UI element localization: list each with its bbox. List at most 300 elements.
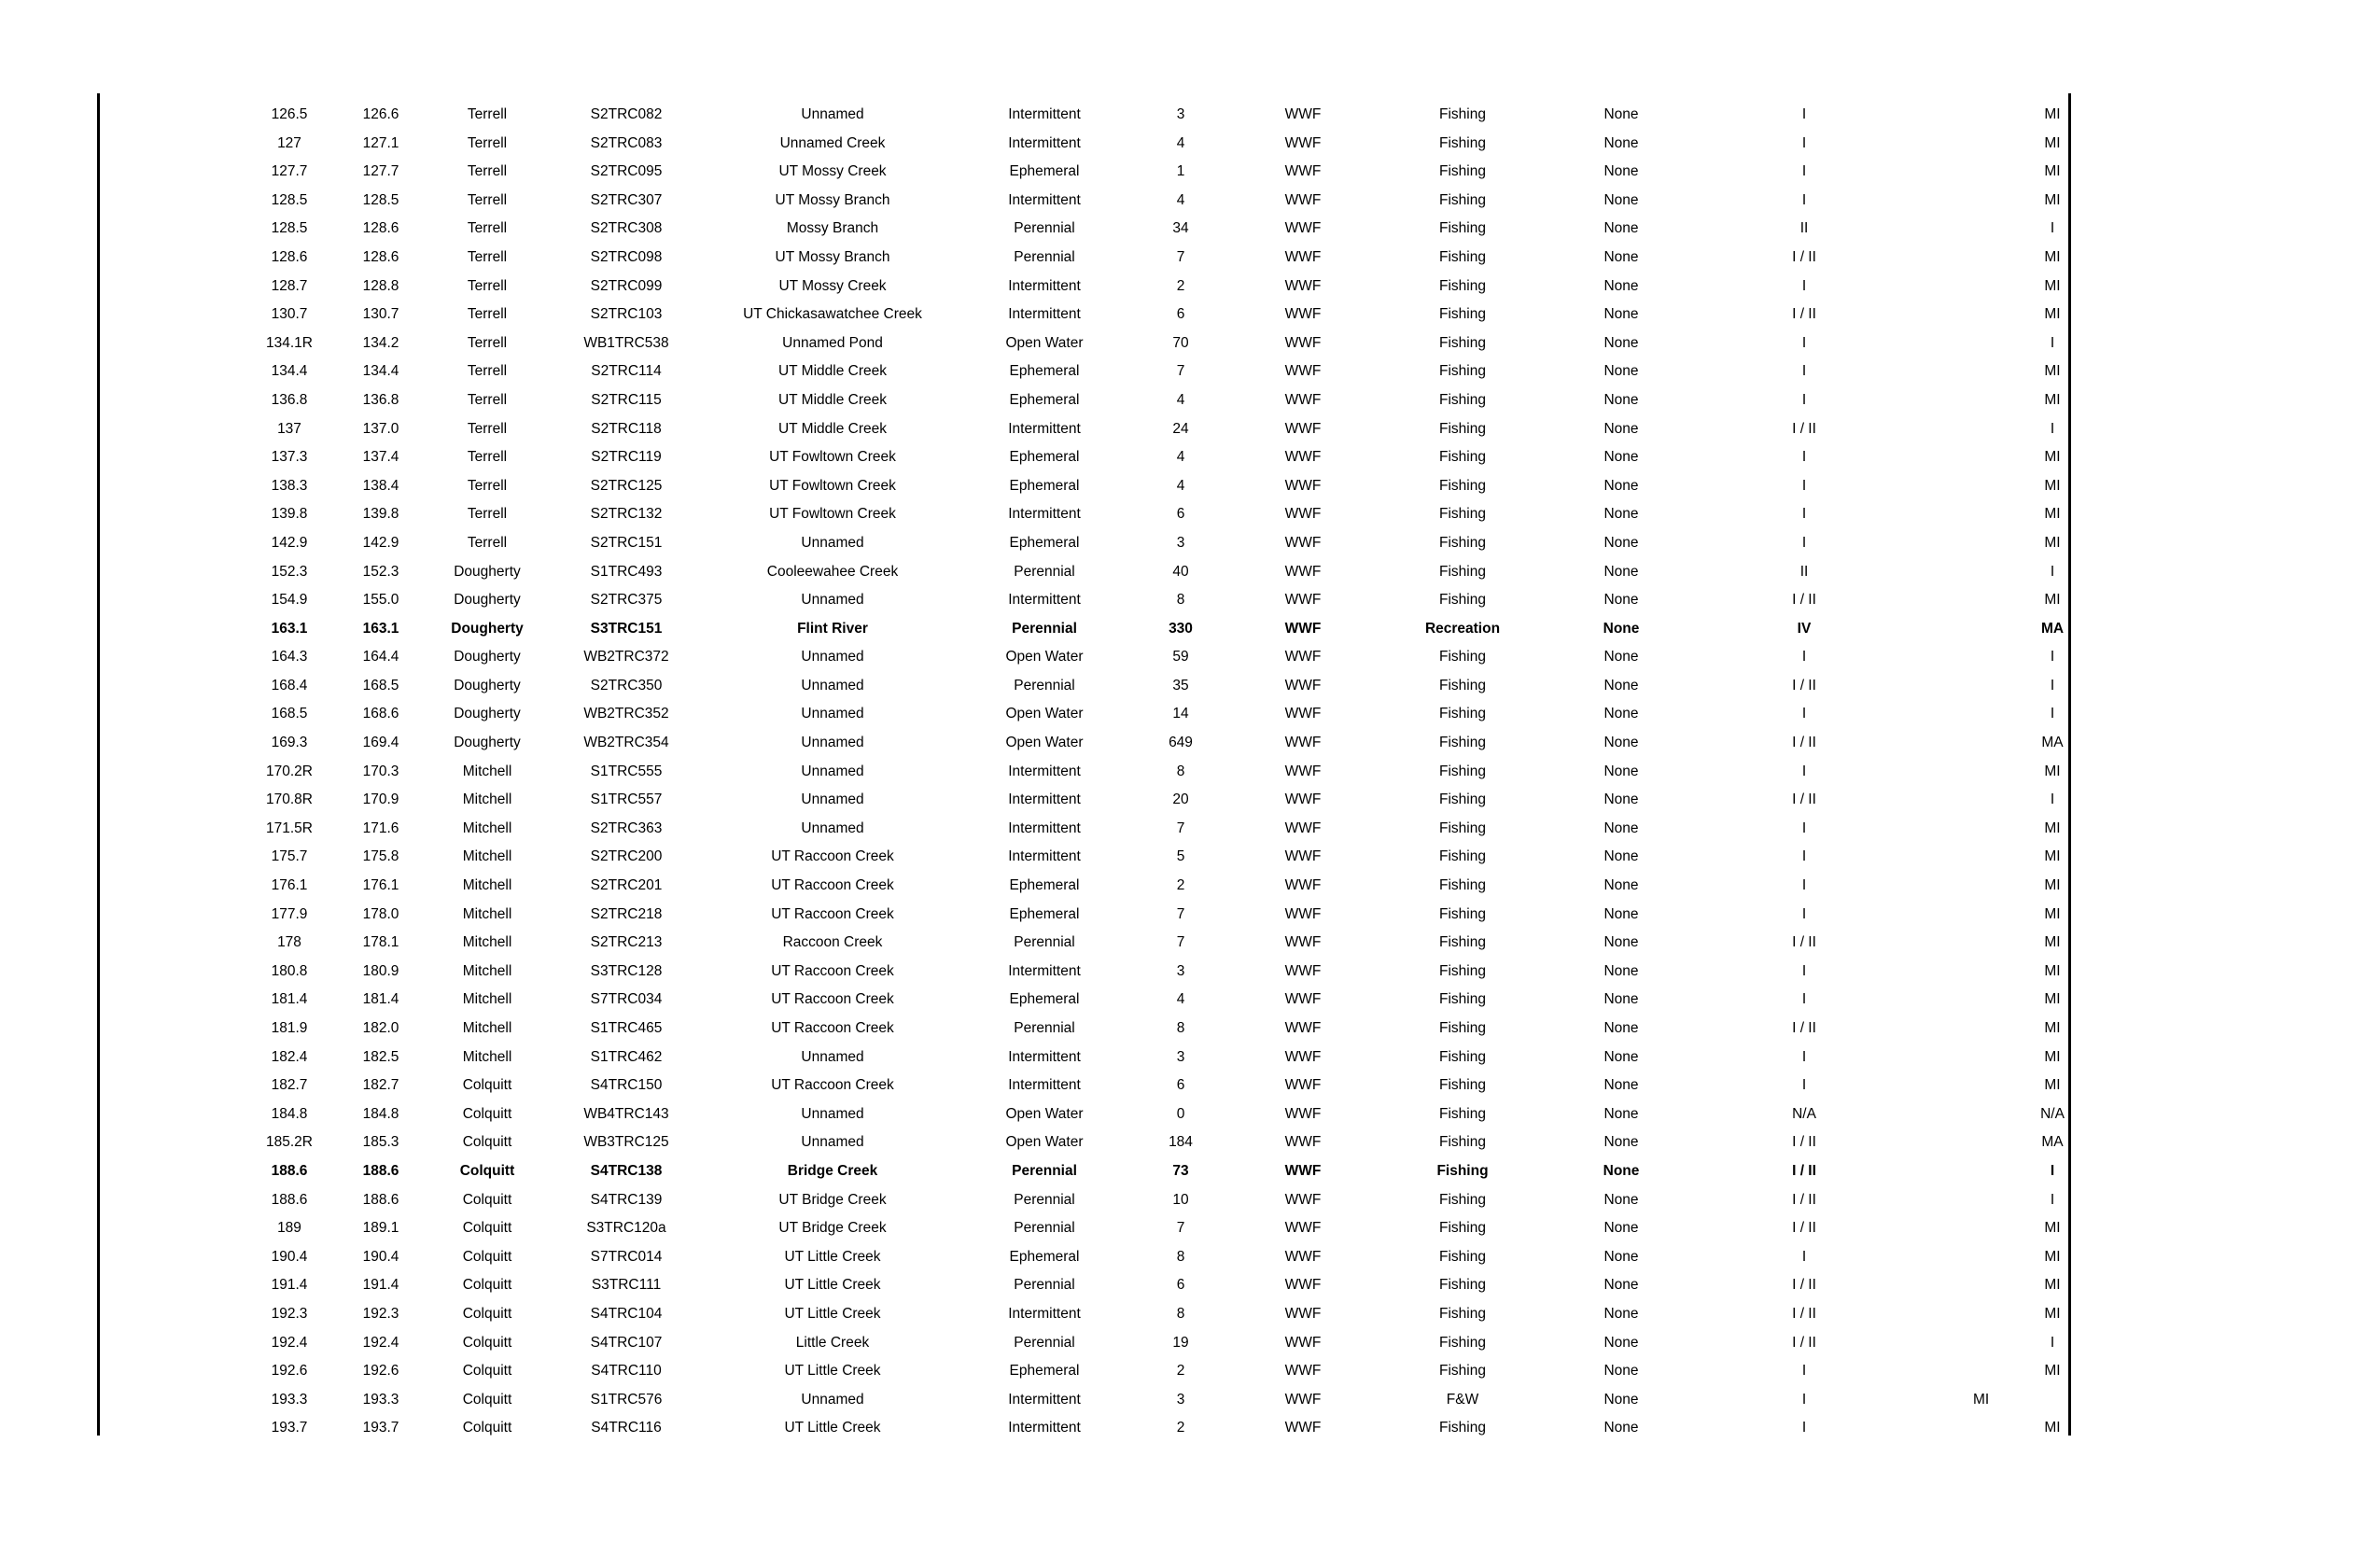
cell-impairment: None (1603, 134, 1639, 151)
cell-classification: WWF (1284, 306, 1322, 323)
cell-col_b: 142.9 (362, 534, 399, 551)
cell-impairment: None (1603, 735, 1639, 751)
cell-segment_id: S2TRC095 (590, 163, 663, 180)
cell-length: 2 (1176, 1420, 1185, 1436)
cell-stream_order: I (1801, 1420, 1807, 1436)
cell-stream_order: I (1801, 962, 1807, 979)
waterbody-segments-table (245, 101, 2188, 1443)
table-row (245, 529, 2188, 558)
cell-col_a: 127.7 (271, 163, 308, 180)
cell-col_a: 136.8 (271, 391, 308, 408)
cell-region_code: MI (2044, 163, 2061, 180)
cell-region_code: I (2050, 706, 2055, 722)
cell-classification: WWF (1284, 877, 1322, 894)
cell-impairment: None (1603, 962, 1639, 979)
cell-segment_id: S2TRC114 (591, 363, 662, 380)
cell-length: 184 (1169, 1134, 1193, 1151)
cell-region_code: N/A (2040, 1105, 2065, 1122)
table-row (245, 758, 2188, 787)
cell-county: Mitchell (462, 792, 512, 808)
cell-length: 3 (1176, 1391, 1185, 1408)
cell-col_b: 184.8 (362, 1105, 399, 1122)
cell-classification: WWF (1284, 248, 1322, 265)
cell-impairment: None (1603, 1305, 1639, 1322)
cell-segment_id: S4TRC150 (590, 1077, 663, 1094)
cell-flow_regime: Perennial (1012, 620, 1077, 637)
cell-designated_use: Fishing (1439, 763, 1486, 779)
cell-classification: WWF (1284, 1277, 1322, 1294)
cell-classification: WWF (1284, 1048, 1322, 1065)
cell-region_code: MA (2040, 620, 2065, 637)
cell-stream_order: I / II (1792, 248, 1816, 265)
cell-col_a: 192.4 (271, 1334, 308, 1351)
cell-impairment: None (1603, 534, 1639, 551)
cell-county: Dougherty (454, 592, 521, 609)
cell-col_b: 189.1 (362, 1220, 399, 1237)
cell-waterbody_name: UT Fowltown Creek (769, 477, 896, 494)
cell-length: 6 (1176, 1277, 1185, 1294)
cell-stream_order: I (1801, 334, 1807, 351)
cell-designated_use: Fishing (1439, 991, 1486, 1008)
cell-stream_order: IV (1797, 620, 1812, 637)
table-row (245, 586, 2188, 615)
cell-length: 8 (1176, 1020, 1185, 1036)
cell-classification: WWF (1284, 1162, 1322, 1179)
cell-classification: WWF (1284, 134, 1322, 151)
cell-col_b: 181.4 (362, 991, 399, 1008)
cell-waterbody_name: UT Fowltown Creek (769, 449, 896, 466)
cell-col_a: 130.7 (271, 306, 308, 323)
cell-flow_regime: Ephemeral (1009, 1248, 1080, 1265)
cell-col_b: 134.4 (362, 363, 399, 380)
cell-region_code: MI (1973, 1391, 1990, 1408)
cell-classification: WWF (1284, 449, 1322, 466)
cell-length: 6 (1176, 306, 1185, 323)
cell-classification: WWF (1284, 563, 1322, 580)
cell-col_a: 171.5R (266, 820, 313, 836)
cell-flow_regime: Intermittent (1008, 1305, 1081, 1322)
cell-segment_id: S1TRC493 (590, 563, 663, 580)
cell-col_a: 191.4 (271, 1277, 308, 1294)
table-row (245, 244, 2188, 273)
cell-waterbody_name: Cooleewahee Creek (766, 563, 899, 580)
table-row (245, 1015, 2188, 1044)
cell-col_a: 193.7 (271, 1420, 308, 1436)
cell-flow_regime: Intermittent (1008, 1391, 1081, 1408)
cell-stream_order: I / II (1792, 1162, 1816, 1179)
cell-impairment: None (1603, 706, 1639, 722)
cell-stream_order: I (1801, 820, 1807, 836)
cell-waterbody_name: UT Raccoon Creek (771, 848, 894, 865)
cell-impairment: None (1603, 848, 1639, 865)
cell-flow_regime: Open Water (1005, 1134, 1084, 1151)
cell-col_b: 192.6 (362, 1363, 399, 1380)
cell-designated_use: Recreation (1424, 620, 1501, 637)
cell-flow_regime: Intermittent (1008, 792, 1081, 808)
cell-county: Mitchell (462, 905, 512, 922)
cell-flow_regime: Intermittent (1008, 191, 1081, 208)
cell-stream_order: I (1801, 477, 1807, 494)
cell-classification: WWF (1284, 1077, 1322, 1094)
cell-col_a: 175.7 (271, 848, 308, 865)
cell-stream_order: I / II (1792, 306, 1816, 323)
cell-col_a: 176.1 (271, 877, 308, 894)
cell-classification: WWF (1284, 620, 1322, 637)
cell-classification: WWF (1284, 592, 1322, 609)
cell-flow_regime: Perennial (1014, 563, 1075, 580)
cell-classification: WWF (1284, 277, 1322, 294)
cell-length: 4 (1176, 191, 1185, 208)
cell-classification: WWF (1284, 1191, 1322, 1208)
cell-designated_use: Fishing (1439, 735, 1486, 751)
cell-length: 8 (1176, 1248, 1185, 1265)
cell-impairment: None (1603, 1020, 1639, 1036)
cell-region_code: MI (2044, 991, 2061, 1008)
cell-region_code: MI (2044, 248, 2061, 265)
cell-length: 7 (1176, 820, 1185, 836)
cell-col_a: 170.8R (266, 792, 313, 808)
cell-stream_order: I / II (1792, 934, 1816, 951)
cell-segment_id: S2TRC363 (590, 820, 663, 836)
cell-waterbody_name: UT Raccoon Creek (771, 991, 894, 1008)
table-row (245, 1414, 2188, 1443)
cell-col_a: 177.9 (271, 905, 308, 922)
cell-waterbody_name: Unnamed (801, 592, 864, 609)
cell-segment_id: S2TRC103 (590, 306, 663, 323)
cell-segment_id: S1TRC465 (590, 1020, 663, 1036)
table-row (245, 1128, 2188, 1157)
table-row (245, 615, 2188, 644)
cell-waterbody_name: Unnamed (801, 1134, 864, 1151)
cell-length: 4 (1176, 477, 1185, 494)
cell-designated_use: Fishing (1439, 1305, 1486, 1322)
cell-county: Mitchell (462, 991, 512, 1008)
cell-classification: WWF (1284, 391, 1322, 408)
cell-region_code: MI (2044, 277, 2061, 294)
table-row (245, 1044, 2188, 1072)
cell-county: Dougherty (454, 706, 521, 722)
cell-col_b: 168.6 (362, 706, 399, 722)
cell-stream_order: I (1801, 106, 1807, 122)
cell-waterbody_name: UT Bridge Creek (778, 1220, 887, 1237)
cell-region_code: MI (2044, 191, 2061, 208)
cell-waterbody_name: Unnamed (801, 677, 864, 693)
cell-col_b: 128.8 (362, 277, 399, 294)
cell-flow_regime: Intermittent (1008, 763, 1081, 779)
table-row (245, 1243, 2188, 1272)
cell-segment_id: S2TRC115 (591, 391, 662, 408)
cell-segment_id: S1TRC555 (590, 763, 663, 779)
cell-designated_use: Fishing (1439, 592, 1486, 609)
table-row (245, 1329, 2188, 1358)
cell-stream_order: I (1801, 534, 1807, 551)
cell-segment_id: S7TRC034 (590, 991, 663, 1008)
cell-designated_use: Fishing (1439, 820, 1486, 836)
cell-waterbody_name: UT Middle Creek (777, 420, 887, 437)
cell-designated_use: Fishing (1439, 363, 1486, 380)
cell-region_code: MI (2044, 306, 2061, 323)
cell-stream_order: I / II (1792, 1134, 1816, 1151)
cell-col_b: 180.9 (362, 962, 399, 979)
cell-length: 59 (1172, 649, 1189, 665)
cell-length: 6 (1176, 506, 1185, 523)
cell-region_code: MI (2044, 592, 2061, 609)
cell-region_code: I (2050, 1334, 2055, 1351)
cell-classification: WWF (1284, 1248, 1322, 1265)
cell-stream_order: II (1799, 220, 1809, 237)
cell-segment_id: S4TRC110 (591, 1363, 662, 1380)
cell-col_b: 134.2 (362, 334, 399, 351)
cell-col_a: 182.4 (271, 1048, 308, 1065)
cell-flow_regime: Intermittent (1008, 820, 1081, 836)
cell-designated_use: Fishing (1439, 106, 1486, 122)
cell-waterbody_name: Unnamed (801, 735, 864, 751)
cell-waterbody_name: Unnamed (801, 706, 864, 722)
cell-impairment: None (1603, 306, 1639, 323)
cell-impairment: None (1603, 334, 1639, 351)
cell-region_code: I (2050, 792, 2055, 808)
cell-col_b: 182.7 (362, 1077, 399, 1094)
cell-col_a: 128.7 (271, 277, 308, 294)
cell-flow_regime: Ephemeral (1009, 905, 1080, 922)
cell-segment_id: WB3TRC125 (583, 1134, 669, 1151)
cell-stream_order: I / II (1792, 1020, 1816, 1036)
cell-length: 19 (1172, 1334, 1189, 1351)
cell-designated_use: Fishing (1439, 248, 1486, 265)
cell-region_code: I (2050, 420, 2055, 437)
table-row (245, 1271, 2188, 1300)
cell-impairment: None (1603, 934, 1639, 951)
cell-stream_order: I / II (1792, 1191, 1816, 1208)
cell-designated_use: Fishing (1436, 1162, 1489, 1179)
cell-segment_id: WB2TRC352 (583, 706, 669, 722)
cell-col_b: 170.3 (362, 763, 399, 779)
cell-classification: WWF (1284, 106, 1322, 122)
cell-flow_regime: Open Water (1005, 334, 1084, 351)
cell-designated_use: Fishing (1439, 706, 1486, 722)
cell-county: Colquitt (462, 1363, 512, 1380)
cell-designated_use: Fishing (1439, 534, 1486, 551)
table-row (245, 1186, 2188, 1215)
cell-col_b: 191.4 (362, 1277, 399, 1294)
cell-stream_order: I / II (1792, 1277, 1816, 1294)
cell-col_b: 128.6 (362, 248, 399, 265)
cell-designated_use: Fishing (1439, 449, 1486, 466)
cell-stream_order: I / II (1792, 677, 1816, 693)
cell-flow_regime: Open Water (1005, 649, 1084, 665)
cell-col_b: 193.3 (362, 1391, 399, 1408)
cell-col_b: 171.6 (362, 820, 399, 836)
table-row (245, 500, 2188, 529)
cell-designated_use: Fishing (1439, 506, 1486, 523)
cell-segment_id: S3TRC111 (591, 1277, 662, 1294)
cell-county: Terrell (467, 477, 508, 494)
cell-col_a: 182.7 (271, 1077, 308, 1094)
cell-length: 8 (1176, 1305, 1185, 1322)
cell-impairment: None (1603, 191, 1639, 208)
cell-stream_order: I / II (1792, 592, 1816, 609)
cell-segment_id: S3TRC120a (586, 1220, 666, 1237)
cell-length: 5 (1176, 848, 1185, 865)
cell-region_code: MI (2044, 363, 2061, 380)
cell-waterbody_name: UT Raccoon Creek (771, 1020, 894, 1036)
cell-flow_regime: Ephemeral (1009, 877, 1080, 894)
cell-col_b: 169.4 (362, 735, 399, 751)
cell-flow_regime: Ephemeral (1009, 163, 1080, 180)
cell-county: Colquitt (462, 1134, 512, 1151)
cell-waterbody_name: Mossy Branch (786, 220, 879, 237)
cell-col_b: 139.8 (362, 506, 399, 523)
cell-designated_use: Fishing (1439, 962, 1486, 979)
cell-region_code: MI (2044, 1077, 2061, 1094)
cell-classification: WWF (1284, 1391, 1322, 1408)
cell-county: Terrell (467, 106, 508, 122)
cell-county: Mitchell (462, 848, 512, 865)
cell-col_b: 193.7 (362, 1420, 399, 1436)
cell-segment_id: S4TRC116 (591, 1420, 662, 1436)
cell-col_b: 192.4 (362, 1334, 399, 1351)
cell-classification: WWF (1284, 706, 1322, 722)
cell-stream_order: I / II (1792, 1305, 1816, 1322)
cell-impairment: None (1603, 363, 1639, 380)
cell-stream_order: I / II (1792, 735, 1816, 751)
cell-col_b: 126.6 (362, 106, 399, 122)
cell-col_a: 170.2R (266, 763, 313, 779)
cell-segment_id: S4TRC104 (590, 1305, 663, 1322)
cell-stream_order: I / II (1792, 420, 1816, 437)
cell-col_a: 163.1 (271, 620, 308, 637)
cell-region_code: MI (2044, 820, 2061, 836)
left-margin-rule (97, 93, 100, 1436)
cell-region_code: I (2050, 677, 2055, 693)
cell-waterbody_name: Unnamed (801, 763, 864, 779)
cell-classification: WWF (1284, 506, 1322, 523)
cell-impairment: None (1603, 1363, 1639, 1380)
cell-col_b: 182.5 (362, 1048, 399, 1065)
table-row (245, 443, 2188, 472)
cell-flow_regime: Intermittent (1008, 134, 1081, 151)
cell-stream_order: I (1801, 649, 1807, 665)
cell-waterbody_name: UT Bridge Creek (778, 1191, 887, 1208)
cell-designated_use: Fishing (1439, 1248, 1486, 1265)
cell-flow_regime: Intermittent (1008, 420, 1081, 437)
cell-length: 8 (1176, 763, 1185, 779)
cell-county: Dougherty (451, 620, 524, 637)
cell-waterbody_name: UT Raccoon Creek (771, 905, 894, 922)
cell-length: 7 (1176, 1220, 1185, 1237)
cell-stream_order: I (1801, 1077, 1807, 1094)
cell-impairment: None (1603, 277, 1639, 294)
cell-region_code: I (2050, 649, 2055, 665)
cell-classification: WWF (1284, 1220, 1322, 1237)
table-row (245, 130, 2188, 159)
cell-col_b: 176.1 (362, 877, 399, 894)
cell-length: 35 (1172, 677, 1189, 693)
cell-classification: WWF (1284, 934, 1322, 951)
cell-impairment: None (1603, 1277, 1639, 1294)
cell-impairment: None (1603, 1134, 1639, 1151)
cell-col_b: 137.4 (362, 449, 399, 466)
cell-flow_regime: Intermittent (1008, 106, 1081, 122)
cell-designated_use: Fishing (1439, 1048, 1486, 1065)
cell-region_code: MI (2044, 1048, 2061, 1065)
cell-waterbody_name: Unnamed (801, 1048, 864, 1065)
cell-stream_order: I (1801, 363, 1807, 380)
cell-segment_id: S1TRC462 (590, 1048, 663, 1065)
cell-segment_id: WB2TRC372 (583, 649, 669, 665)
cell-impairment: None (1603, 1162, 1640, 1179)
cell-col_a: 134.4 (271, 363, 308, 380)
cell-length: 0 (1176, 1105, 1185, 1122)
cell-impairment: None (1603, 792, 1639, 808)
cell-segment_id: S2TRC099 (590, 277, 663, 294)
cell-flow_regime: Perennial (1014, 677, 1075, 693)
cell-stream_order: I (1801, 763, 1807, 779)
cell-region_code: MI (2044, 477, 2061, 494)
cell-classification: WWF (1284, 792, 1322, 808)
cell-waterbody_name: UT Little Creek (784, 1277, 881, 1294)
cell-waterbody_name: Unnamed Creek (779, 134, 886, 151)
cell-col_a: 138.3 (271, 477, 308, 494)
cell-impairment: None (1603, 1105, 1639, 1122)
cell-classification: WWF (1284, 191, 1322, 208)
cell-region_code: MI (2044, 449, 2061, 466)
cell-designated_use: Fishing (1439, 1220, 1486, 1237)
cell-segment_id: WB1TRC538 (583, 334, 669, 351)
cell-region_code: MI (2044, 506, 2061, 523)
cell-region_code: MI (2044, 134, 2061, 151)
cell-length: 70 (1172, 334, 1189, 351)
cell-stream_order: I (1801, 991, 1807, 1008)
cell-waterbody_name: Unnamed Pond (782, 334, 883, 351)
cell-flow_regime: Intermittent (1008, 306, 1081, 323)
cell-stream_order: N/A (1792, 1105, 1816, 1122)
cell-col_a: 139.8 (271, 506, 308, 523)
cell-segment_id: S4TRC139 (590, 1191, 663, 1208)
cell-col_a: 192.6 (271, 1363, 308, 1380)
cell-segment_id: S2TRC201 (590, 877, 663, 894)
cell-col_b: 152.3 (362, 563, 399, 580)
table-row (245, 843, 2188, 872)
cell-impairment: None (1603, 649, 1639, 665)
cell-flow_regime: Perennial (1014, 1334, 1075, 1351)
cell-region_code: I (2050, 1162, 2055, 1179)
cell-designated_use: Fishing (1439, 934, 1486, 951)
cell-impairment: None (1603, 106, 1639, 122)
cell-county: Terrell (467, 306, 508, 323)
cell-length: 4 (1176, 134, 1185, 151)
cell-impairment: None (1603, 592, 1639, 609)
cell-col_b: 185.3 (362, 1134, 399, 1151)
cell-classification: WWF (1284, 1334, 1322, 1351)
cell-designated_use: Fishing (1439, 191, 1486, 208)
cell-region_code: MI (2044, 1220, 2061, 1237)
cell-stream_order: I (1801, 1048, 1807, 1065)
cell-waterbody_name: Unnamed (801, 820, 864, 836)
cell-length: 4 (1176, 991, 1185, 1008)
cell-col_b: 192.3 (362, 1305, 399, 1322)
cell-segment_id: S1TRC576 (590, 1391, 663, 1408)
cell-impairment: None (1603, 620, 1640, 637)
cell-impairment: None (1603, 391, 1639, 408)
cell-waterbody_name: Bridge Creek (787, 1162, 878, 1179)
cell-col_b: 170.9 (362, 792, 399, 808)
cell-classification: WWF (1284, 1305, 1322, 1322)
cell-stream_order: I (1801, 1363, 1807, 1380)
cell-impairment: None (1603, 1248, 1639, 1265)
table-row (245, 101, 2188, 130)
cell-region_code: MI (2044, 1248, 2061, 1265)
